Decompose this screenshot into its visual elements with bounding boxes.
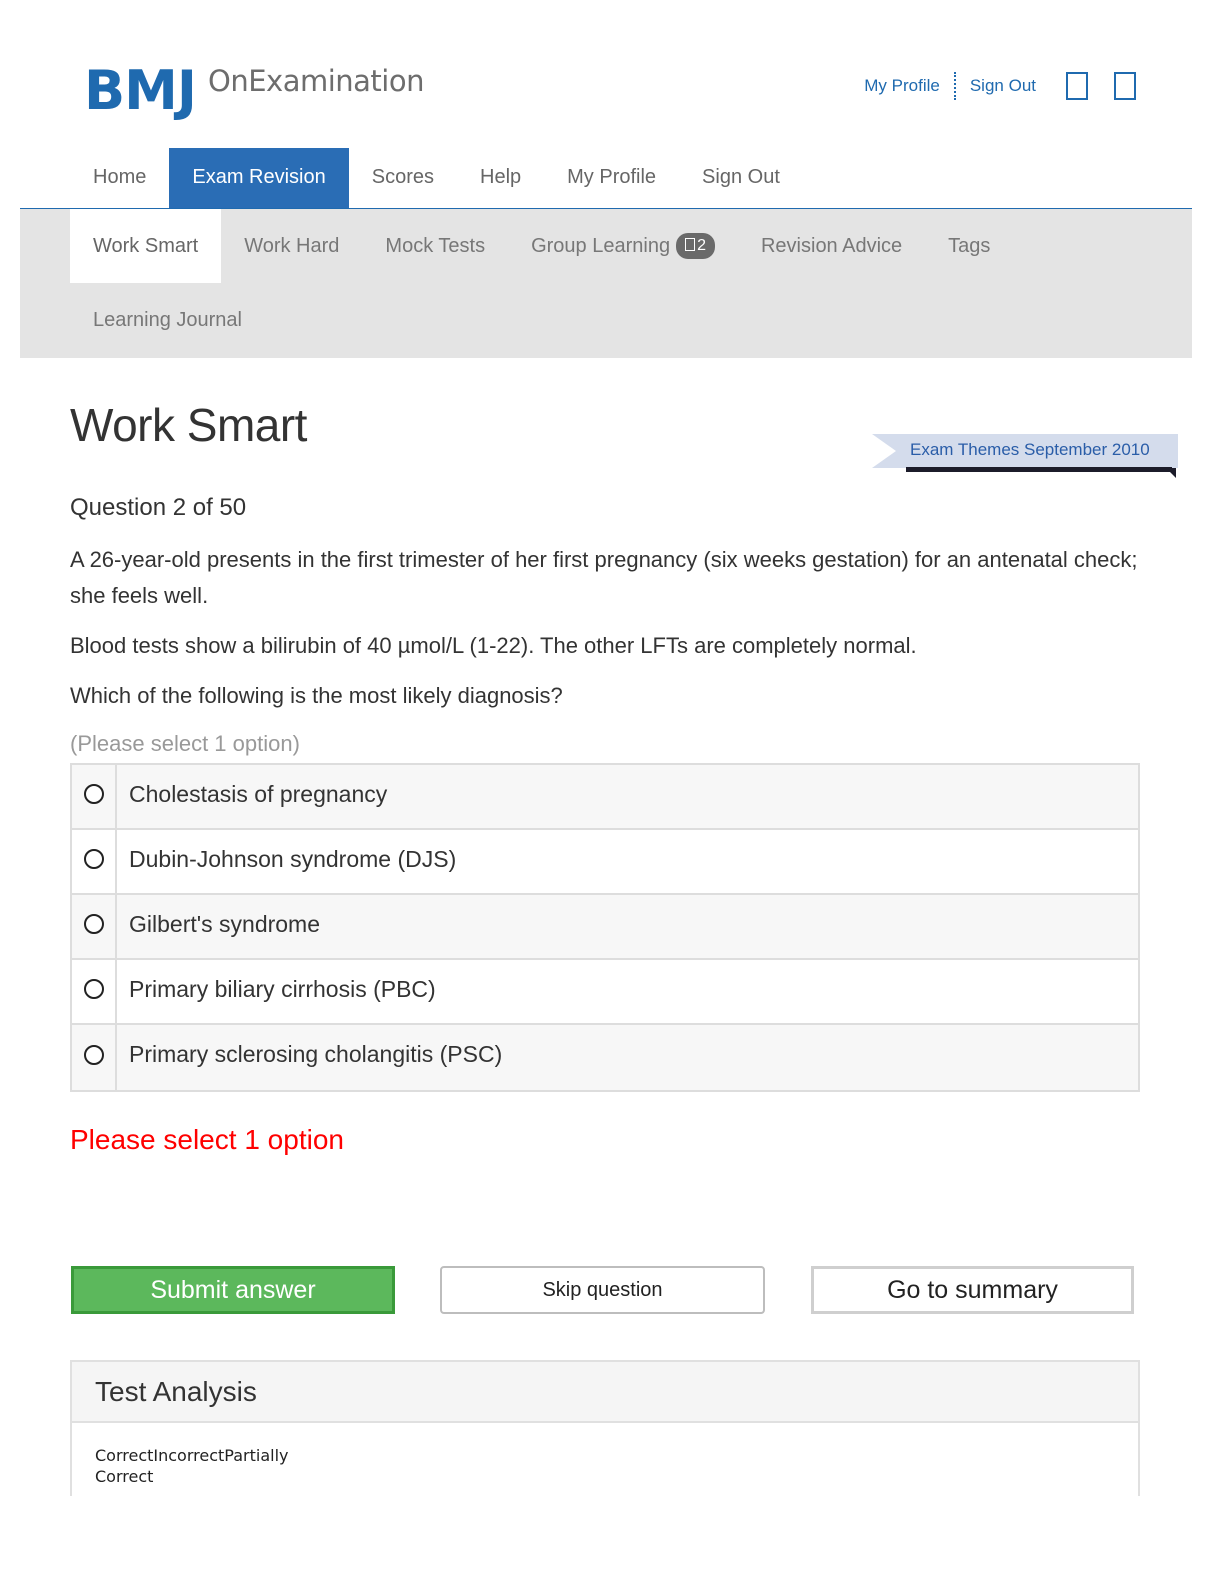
top-link-my-profile[interactable]: My Profile: [864, 76, 940, 95]
answer-option-label[interactable]: Cholestasis of pregnancy: [129, 781, 388, 807]
answer-option-label[interactable]: Primary biliary cirrhosis (PBC): [129, 976, 436, 1002]
main-nav-help[interactable]: Help: [480, 166, 522, 188]
ribbon-notch: [872, 434, 896, 468]
message-icon: [685, 238, 695, 251]
main-nav-exam-revision[interactable]: Exam Revision: [169, 148, 348, 208]
answer-option[interactable]: [72, 765, 1138, 830]
go-to-summary-button[interactable]: Go to summary: [811, 1266, 1134, 1314]
radio-cell: [72, 895, 117, 958]
radio-cell: [72, 960, 117, 1023]
test-analysis-title: Test Analysis: [72, 1362, 1138, 1423]
answer-option-label[interactable]: Primary sclerosing cholangitis (PSC): [129, 1041, 503, 1067]
exam-theme-ribbon[interactable]: [872, 434, 1178, 478]
sub-nav-revision-advice[interactable]: Revision Advice: [760, 235, 903, 257]
answer-option[interactable]: [72, 895, 1138, 960]
radio-cell: [72, 830, 117, 893]
ribbon-underline: [906, 467, 1172, 472]
sub-nav-group-learning-label: Group Learning: [531, 235, 671, 257]
radio-button[interactable]: [84, 914, 104, 934]
answer-option[interactable]: [72, 830, 1138, 895]
main-nav-scores[interactable]: Scores: [371, 166, 434, 188]
group-learning-badge-count: 2: [697, 237, 706, 254]
question-prompt: Which of the following is the most likely diagnosis?: [70, 683, 563, 708]
submit-answer-button[interactable]: Submit answer: [71, 1266, 395, 1314]
top-link-separator: [954, 72, 956, 100]
bmj-logo[interactable]: [84, 59, 424, 122]
top-link-sign-out[interactable]: Sign Out: [969, 76, 1036, 95]
question-stem-paragraph: Blood tests show a bilirubin of 40 µmol/L (1-22). The other LFTs are completely normal.: [70, 633, 917, 658]
sub-nav-learning-journal[interactable]: Learning Journal: [93, 309, 242, 331]
question-counter: Question 2 of 50: [70, 494, 247, 521]
answer-option-label[interactable]: Gilbert's syndrome: [129, 911, 321, 937]
group-learning-badge: [676, 233, 715, 259]
sub-nav-work-hard[interactable]: Work Hard: [244, 235, 340, 257]
ribbon-tail: [1166, 468, 1176, 478]
validation-error: Please select 1 option: [70, 1124, 344, 1155]
answer-options: [70, 763, 1140, 1092]
main-nav-home[interactable]: Home: [93, 166, 147, 188]
top-links: [864, 72, 1136, 100]
question-stem: [70, 542, 1150, 728]
radio-cell: [72, 1025, 117, 1090]
radio-cell: [72, 765, 117, 828]
answer-option-label[interactable]: Dubin-Johnson syndrome (DJS): [129, 846, 457, 872]
radio-button[interactable]: [84, 849, 104, 869]
question-stem-paragraph: A 26-year-old presents in the first trimester of her first pregnancy (six weeks gestation) for an antenatal check; she feels well.: [70, 547, 1138, 608]
radio-button[interactable]: [84, 979, 104, 999]
main-nav-my-profile[interactable]: My Profile: [567, 166, 657, 188]
sub-nav-group-learning[interactable]: [508, 209, 738, 283]
page-title: Work Smart: [70, 399, 307, 451]
sub-nav-tags[interactable]: Tags: [948, 235, 991, 257]
sub-nav: [20, 209, 1192, 358]
select-hint: (Please select 1 option): [70, 731, 300, 756]
test-analysis-panel: [70, 1360, 1140, 1496]
logo-mark: BMJ: [84, 59, 196, 122]
logo-product-name: OnExamination: [208, 64, 424, 98]
answer-option[interactable]: [72, 1025, 1138, 1090]
radio-button[interactable]: [84, 784, 104, 804]
radio-button[interactable]: [84, 1045, 104, 1065]
skip-question-button[interactable]: Skip question: [440, 1266, 765, 1314]
placeholder-icon[interactable]: [1066, 72, 1088, 100]
sub-nav-mock-tests[interactable]: Mock Tests: [385, 235, 486, 257]
answer-option[interactable]: [72, 960, 1138, 1025]
placeholder-icon[interactable]: [1114, 72, 1136, 100]
exam-theme-label: Exam Themes September 2010: [910, 440, 1150, 459]
main-nav-sign-out[interactable]: Sign Out: [702, 166, 780, 188]
sub-nav-work-smart[interactable]: Work Smart: [70, 209, 221, 283]
main-nav: [20, 148, 1192, 209]
test-analysis-legend: CorrectIncorrectPartially Correct: [95, 1446, 289, 1486]
